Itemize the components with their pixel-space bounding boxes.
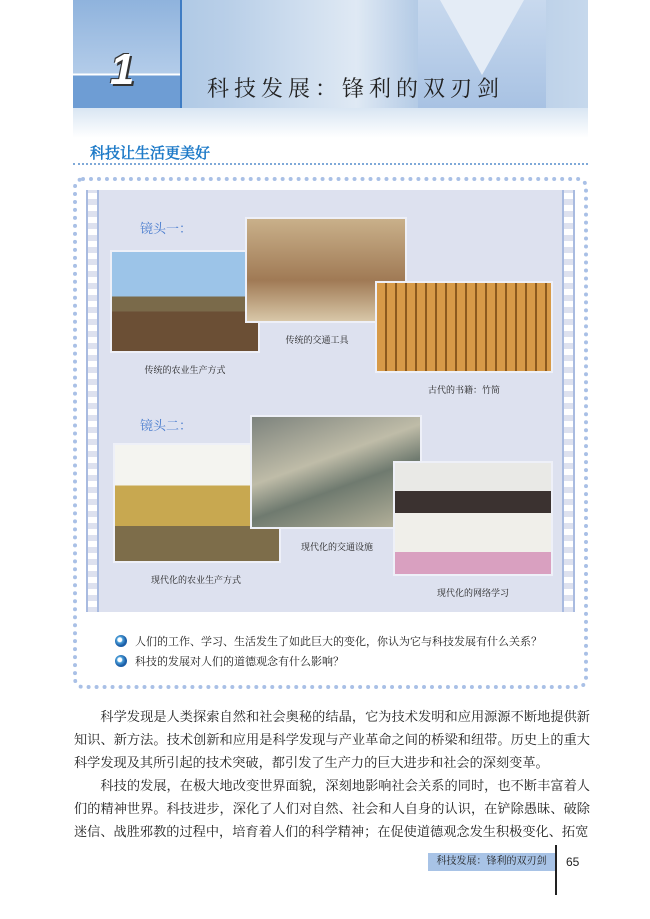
bullet-icon	[115, 635, 127, 647]
scene-label: 镜头二：	[140, 419, 193, 434]
photo-caption: 古代的书籍：竹简	[427, 386, 501, 396]
paragraph: 科技的发展，在极大地改变世界面貌，深刻地影响社会关系的同时，也不断丰富着人们的精神世界。科技进步，深化了人们对自然、社会和人自身的认识，在铲除愚昧、破除迷信、战胜邪教的过程中，培育着人们的科学精神；在促使道德观念发生积极变化、拓宽	[74, 779, 590, 840]
body-text	[74, 706, 590, 844]
page-number: 65	[566, 855, 580, 869]
footer-divider	[555, 845, 557, 895]
photo-caption: 传统的农业生产方式	[144, 366, 226, 376]
section-title: 科技让生活更美好	[90, 144, 211, 162]
running-title: 科技发展：锋利的双刃剑	[428, 853, 555, 871]
bullet-icon	[115, 655, 127, 667]
film-perforation-left	[86, 190, 99, 612]
question-item	[115, 653, 344, 669]
photo-online-learning	[393, 461, 553, 576]
photo-caption: 现代化的交通设施	[300, 543, 374, 553]
photo-bamboo-slips	[375, 281, 553, 373]
section-divider	[73, 163, 588, 165]
photo-traditional-farming	[110, 250, 260, 353]
photo-caption: 现代化的网络学习	[436, 589, 510, 599]
question-text: 科技的发展对人们的道德观念有什么影响？	[135, 655, 344, 668]
scene-label: 镜头一：	[140, 222, 193, 237]
photo-caption: 传统的交通工具	[285, 336, 349, 346]
question-item	[115, 633, 542, 649]
question-text: 人们的工作、学习、生活发生了如此巨大的变化，你认为它与科技发展有什么关系？	[135, 635, 542, 648]
banner-fade	[73, 108, 588, 138]
radiation-triangle-icon	[440, 0, 524, 75]
film-perforation-right	[562, 190, 575, 612]
photo-caption: 现代化的农业生产方式	[150, 576, 242, 586]
paragraph: 科学发现是人类探索自然和社会奥秘的结晶，它为技术发明和应用源源不断地提供新知识、新方法。技术创新和应用是科学发现与产业革命之间的桥梁和纽带。历史上的重大科学发现及其所引起的技术突破，都引发了生产力的巨大进步和社会的深刻变革。	[74, 710, 590, 771]
chapter-number: 1	[110, 45, 135, 94]
chapter-title: 科技发展：锋利的双刃剑	[207, 77, 505, 102]
